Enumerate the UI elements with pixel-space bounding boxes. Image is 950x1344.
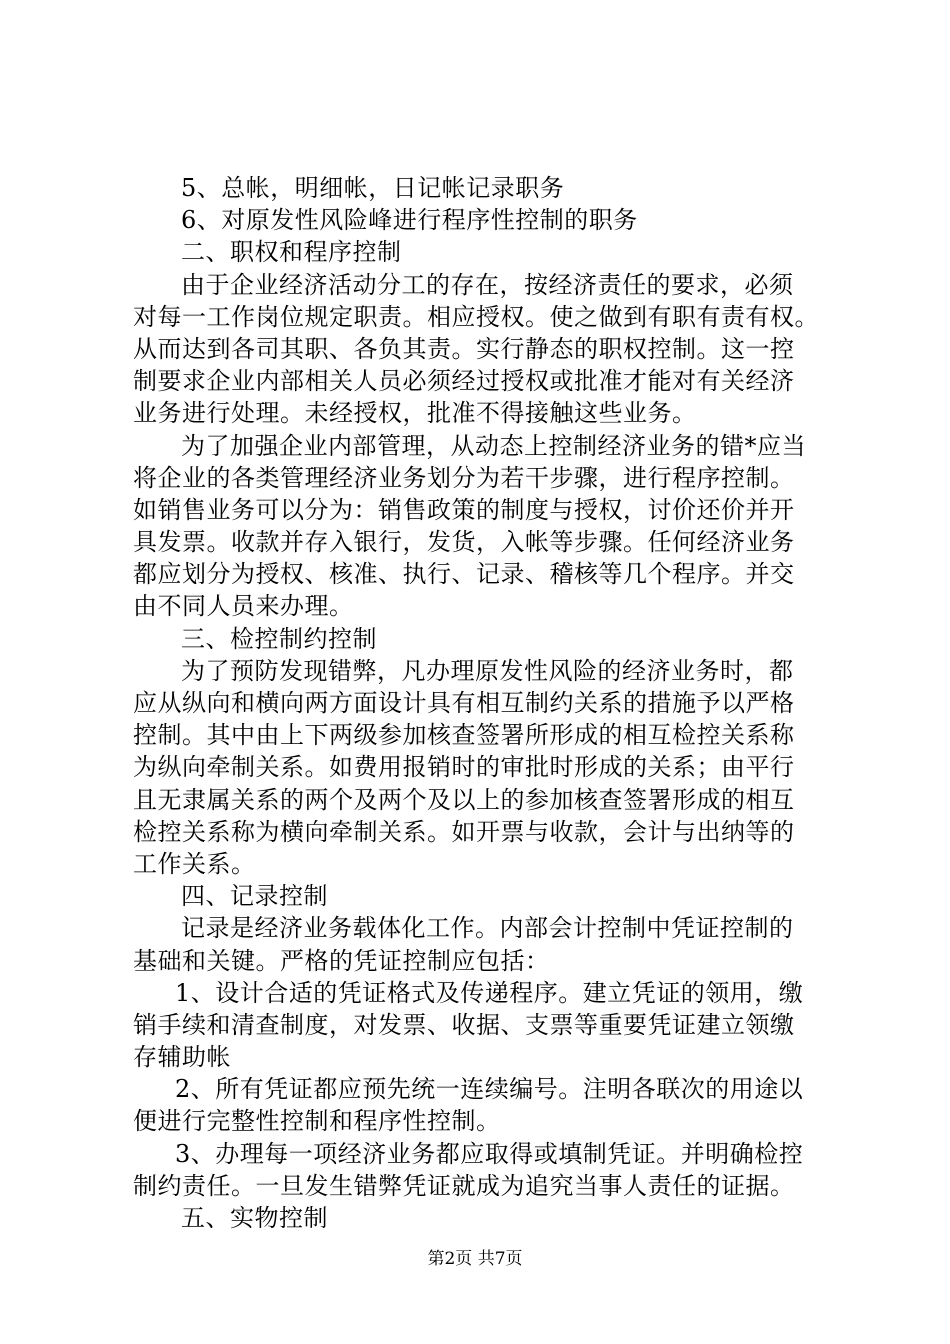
text-line: 为了预防发现错弊，凡办理原发性风险的经济业务时，都 [181,656,794,685]
text-line: 五、实物控制 [181,1204,328,1232]
text-line: 控制。其中由上下两级参加核查签署所形成的相互检控关系称 [133,721,795,750]
text-line: 为纵向牵制关系。如费用报销时的审批时形成的关系；由平行 [133,753,795,782]
text-line: 四、记录控制 [181,882,328,911]
text-line: 如销售业务可以分为：销售政策的制度与授权，讨价还价并开 [133,495,795,524]
text-line: 由于企业经济活动分工的存在，按经济责任的要求，必须 [181,270,794,299]
text-line: 具发票。收款并存入银行，发货，入帐等步骤。任何经济业务 [133,528,795,557]
text-line: 业务进行处理。未经授权，批准不得接触这些业务。 [133,399,697,428]
text-line: 存辅助帐 [133,1043,231,1072]
text-line: 检控关系称为横向牵制关系。如开票与收款，会计与出纳等的 [133,817,795,846]
text-line: 基础和关键。严格的凭证控制应包括： [133,946,550,975]
text-line: 三、检控制约控制 [181,624,377,653]
text-line: 6、对原发性风险峰进行程序性控制的职务 [181,206,638,235]
text-line: 二、职权和程序控制 [181,238,402,267]
text-line: 从而达到各司其职、各负其责。实行静态的职权控制。这一控 [133,334,795,363]
text-line: 工作关系。 [133,849,256,878]
text-line: 由不同人员来办理。 [133,592,354,621]
text-line: 1、设计合适的凭证格式及传递程序。建立凭证的领用，缴 [175,978,804,1007]
text-line: 为了加强企业内部管理，从动态上控制经济业务的错*应当 [181,431,806,460]
page-number: 第2页 共7页 [427,1249,523,1269]
text-line: 制要求企业内部相关人员必须经过授权或批准才能对有关经济 [133,367,795,396]
text-line: 记录是经济业务载体化工作。内部会计控制中凭证控制的 [181,914,794,943]
text-line: 且无隶属关系的两个及两个及以上的参加核查签署形成的相互 [133,785,795,814]
text-line: 都应划分为授权、核准、执行、记录、稽核等几个程序。并交 [133,560,795,589]
text-line: 对每一工作岗位规定职责。相应授权。使之做到有职有责有权。 [133,302,819,331]
text-line: 2、所有凭证都应预先统一连续编号。注明各联次的用途以 [175,1075,804,1104]
text-line: 3、办理每一项经济业务都应取得或填制凭证。并明确检控 [175,1139,804,1168]
text-line: 将企业的各类管理经济业务划分为若干步骤，进行程序控制。 [133,463,795,492]
text-line: 5、总帐，明细帐，日记帐记录职务 [181,174,565,202]
text-line: 制约责任。一旦发生错弊凭证就成为追究当事人责任的证据。 [133,1171,795,1200]
document-body [133,172,833,1234]
text-line: 应从纵向和横向两方面设计具有相互制约关系的措施予以严格 [133,689,795,717]
text-line: 销手续和清查制度，对发票、收据、支票等重要凭证建立领缴 [133,1010,795,1039]
text-line: 便进行完整性控制和程序性控制。 [133,1107,501,1136]
